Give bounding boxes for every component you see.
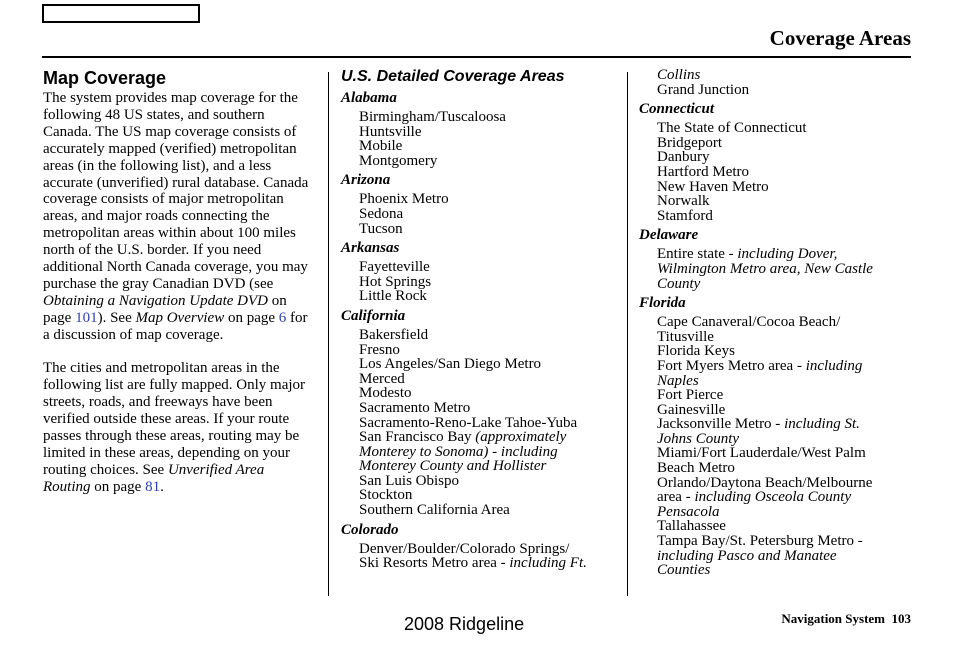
coverage-paragraph-2 [43,360,315,495]
coverage-city [341,260,626,275]
state-heading: Colorado [341,521,399,538]
state-heading: Connecticut [639,101,715,118]
state-list-middle [341,90,626,571]
text-run: Mobile [359,138,403,155]
text-run: Hartford Metro [657,163,750,180]
text-run: including [805,357,863,374]
text-run: San Luis Obispo [359,472,460,489]
text-run: Tampa Bay/St. Petersburg Metro - [657,533,863,550]
coverage-city [639,68,911,83]
coverage-city [341,503,626,518]
text-run: including Ft. [509,555,587,572]
header-blank-box [42,4,200,23]
coverage-city [341,445,626,460]
detailed-coverage-heading: U.S. Detailed Coverage Areas [341,68,565,85]
coverage-city [341,459,626,474]
text-run: The State of Connecticut [657,120,807,137]
text-run: including Osceola County [694,489,852,506]
text-run: Ski Resorts Metro area - [359,555,510,572]
coverage-city [639,432,911,447]
text-run: Danbury [657,149,710,166]
text-run: (approximately [475,429,567,446]
page-link[interactable]: 6 [278,309,287,326]
footer-page-info [781,611,911,627]
map-coverage-title: Map Coverage [43,68,167,88]
coverage-city [341,474,626,489]
text-run: for a discussion of map coverage. [43,309,308,343]
text-run: Tucson [359,220,403,237]
map-coverage-column [43,66,315,496]
coverage-city [341,542,626,557]
text-run: Entire state - [657,246,738,263]
coverage-city [639,247,911,262]
coverage-city [639,461,911,476]
text-run: Naples [657,372,699,389]
coverage-city [341,357,626,372]
text-run: County [657,275,701,292]
text-run: Johns County [657,430,740,447]
text-run: Jacksonville Metro - [657,416,785,433]
text-run: Map Overview [135,309,225,326]
coverage-city [341,556,626,571]
coverage-city [341,207,626,222]
text-run: Los Angeles/San Diego Metro [359,356,542,373]
text-run: on page [224,309,279,326]
text-run: The system provides map coverage for the following 48 US states, and southern Canada. The US map coverage consists of accurately mapped (verified) metropolitan areas (in the following list), and a less accurate (unverified) rural database. Canada coverage consists of major metropolitan areas, and major roads connecting the metropolitan areas within about 100 miles north of the U.S. border. If you need additional North Canada coverage, you may purchase the gray Canadian DVD (see [43,90,309,292]
coverage-city [639,150,911,165]
coverage-city [639,374,911,389]
text-run: Fort Pierce [657,387,724,404]
coverage-city [639,359,911,374]
coverage-city [639,534,911,549]
footer-nav-label: Navigation System [781,611,885,626]
text-run: Monterey County and Hollister [359,458,547,475]
text-run: Tallahassee [657,518,726,535]
coverage-city [639,277,911,292]
page-number: 103 [891,611,911,626]
text-run: Obtaining a Navigation Update DVD [43,292,268,309]
coverage-city [639,330,911,345]
coverage-city [639,519,911,534]
coverage-city [639,315,911,330]
text-run: Modesto [359,385,412,402]
coverage-city [639,403,911,418]
coverage-city [639,136,911,151]
text-run: Wilmington Metro area, New Castle [657,260,873,277]
coverage-city [639,180,911,195]
state-heading: Arizona [341,172,391,189]
text-run: on page [90,478,146,495]
coverage-city [341,125,626,140]
text-run: Phoenix Metro [359,191,449,208]
coverage-city [639,388,911,403]
state-heading: Delaware [639,227,699,244]
state-list-right [639,68,911,578]
text-run: Sacramento-Reno-Lake Tahoe-Yuba [359,414,578,431]
coverage-city [639,344,911,359]
section-title: Coverage Areas [769,26,911,50]
text-run: Titusville [657,328,714,345]
header-rule [42,56,911,58]
coverage-city [639,476,911,491]
text-run: including St. [784,416,860,433]
text-run: Unverified Area Routing [43,461,265,495]
state-heading: Alabama [341,90,397,106]
text-run: Little Rock [359,288,427,305]
text-run: Counties [657,562,711,579]
text-run: . [160,478,164,495]
coverage-city [341,386,626,401]
text-run: Bridgeport [657,134,722,151]
coverage-city [341,343,626,358]
coverage-city [639,194,911,209]
coverage-city [341,139,626,154]
text-run: including Dover, [737,246,838,263]
text-run: Orlando/Daytona Beach/Melbourne [657,474,873,491]
column-divider-2 [627,72,628,596]
text-run: Stockton [359,487,413,504]
coverage-city [639,209,911,224]
text-run: Collins [657,67,701,83]
text-run: Cape Canaveral/Cocoa Beach/ [657,314,841,331]
state-heading: Arkansas [341,240,400,257]
coverage-city [341,289,626,304]
text-run: Pensacola [657,503,720,520]
text-run: area - [657,489,695,506]
text-run: including Pasco and Manatee [657,547,837,564]
text-run: Beach Metro [657,460,735,477]
coverage-city [639,121,911,136]
coverage-list-column-1 [341,66,626,571]
text-run: Fayetteville [359,259,430,276]
state-heading: California [341,307,406,324]
state-heading: Florida [639,295,686,312]
coverage-city [341,430,626,445]
text-run: Sacramento Metro [359,399,471,416]
coverage-city [341,328,626,343]
text-run: San Francisco Bay [359,429,476,446]
coverage-city [639,417,911,432]
text-run: Denver/Boulder/Colorado Springs/ [359,540,570,557]
coverage-city [639,505,911,520]
footer-model: 2008 Ridgeline [404,614,525,634]
text-run: Norwalk [657,193,710,210]
coverage-city [341,275,626,290]
text-run: on page [43,292,287,326]
coverage-city [639,446,911,461]
text-run: Stamford [657,207,713,224]
page-link[interactable]: 81 [145,478,161,495]
coverage-city [341,488,626,503]
text-run: Florida Keys [657,343,735,360]
coverage-city [341,192,626,207]
text-run: ). See [97,309,136,326]
coverage-city [639,262,911,277]
text-run: Gainesville [657,401,726,418]
text-run: Bakersfield [359,326,429,343]
text-run: Miami/Fort Lauderdale/West Palm [657,445,866,462]
text-run: Hot Springs [359,273,432,290]
coverage-city [341,222,626,237]
coverage-city [341,110,626,125]
page-link[interactable]: 101 [75,309,98,326]
text-run: Fresno [359,341,400,358]
column-divider-1 [328,72,329,596]
text-run: New Haven Metro [657,178,769,195]
coverage-city [639,490,911,505]
coverage-city [341,401,626,416]
text-run: Sedona [359,205,404,222]
text-run: The cities and metropolitan areas in the following list are fully mapped. Only major streets, roads, and freeways have been verified outside these areas. If your route passes through these areas, routing may be limited in these areas, depending on your routing choices. See [43,360,306,478]
text-run: Southern California Area [359,502,510,519]
coverage-list-column-2 [639,68,911,578]
coverage-paragraph-1 [43,90,315,344]
coverage-city [341,416,626,431]
coverage-city [639,83,911,98]
text-run: Merced [359,370,405,387]
coverage-city [639,165,911,180]
text-run: Montgomery [359,152,438,169]
coverage-city [639,563,911,578]
coverage-city [341,154,626,169]
text-run: Monterey to Sonoma) - including [359,443,558,460]
coverage-city [639,549,911,564]
coverage-city [341,372,626,387]
text-run: Huntsville [359,123,422,140]
text-run: Birmingham/Tuscaloosa [359,109,506,125]
text-run: Grand Junction [657,81,750,98]
text-run: Fort Myers Metro area - [657,357,806,374]
